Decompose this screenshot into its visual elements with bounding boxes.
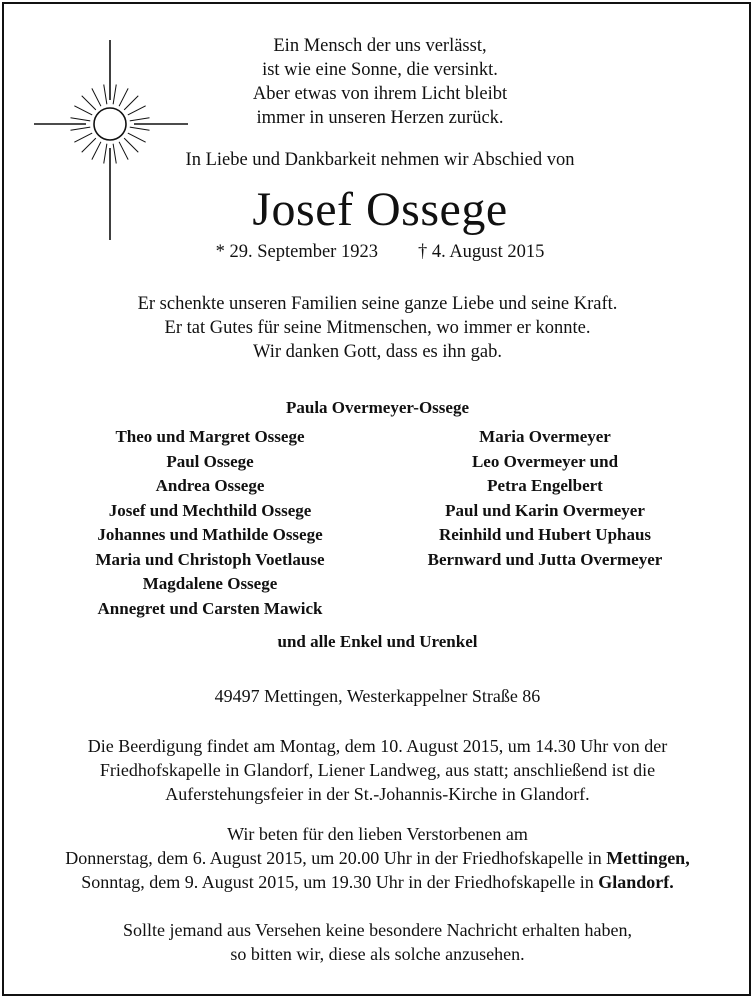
deceased-name: Josef Ossege	[252, 183, 508, 236]
mourner: Petra Engelbert	[487, 476, 603, 495]
widow-name: Paula Overmeyer-Ossege	[286, 398, 469, 417]
sun-ray	[128, 133, 146, 142]
poem-line: Ein Mensch der uns verlässt,	[273, 36, 487, 56]
funeral-line: Friedhofskapelle in Glandorf, Liener Landweg, aus statt; anschließend ist die	[99, 760, 656, 780]
poem-line: ist wie eine Sonne, die versinkt.	[262, 60, 498, 80]
sun-ray	[113, 84, 116, 104]
prayer-line-1-text: Donnerstag, dem 6. August 2015, um 20.00 Uhr in der Friedhofskapelle in	[65, 848, 607, 868]
sun-ray	[104, 84, 107, 104]
grandchildren-line: und alle Enkel und Urenkel	[277, 632, 478, 651]
closing-notice	[0, 918, 755, 966]
sun-ray	[92, 88, 101, 106]
tribute	[0, 292, 755, 364]
prayer-line-1-place: Mettingen,	[606, 848, 690, 868]
mourner: Paul und Karin Overmeyer	[445, 500, 645, 520]
mourner: Maria und Christoph Voetlause	[95, 549, 325, 569]
funeral-line: Auferstehungsfeier in der St.-Johannis-Kirche in Glandorf.	[165, 784, 590, 804]
death-date: † 4. August 2015	[417, 242, 545, 262]
poem-line: Aber etwas von ihrem Licht bleibt	[252, 84, 508, 104]
mourner: Bernward und Jutta Overmeyer	[427, 549, 663, 569]
notice-line: so bitten wir, diese als solche anzusehen.	[230, 944, 525, 964]
life-dates	[130, 240, 630, 264]
prayer-line-2-text: Sonntag, dem 9. August 2015, um 19.30 Uhr in der Friedhofskapelle in	[81, 872, 599, 892]
mourner: Theo und Margret Ossege	[115, 427, 305, 446]
prayer-line-1	[0, 846, 755, 870]
sun-ray	[74, 106, 92, 115]
funeral-details	[0, 734, 755, 806]
sun-ray	[104, 144, 107, 164]
prayer-intro: Wir beten für den lieben Verstorbenen am	[227, 824, 528, 844]
farewell-intro: In Liebe und Dankbarkeit nehmen wir Abschied von	[185, 150, 575, 170]
sun-ray	[70, 118, 90, 121]
funeral-line: Die Beerdigung findet am Montag, dem 10. August 2015, um 14.30 Uhr von der	[87, 736, 668, 756]
sun-ray	[74, 133, 92, 142]
tribute-line: Wir danken Gott, dass es ihn gab.	[253, 342, 502, 362]
prayer-line-2	[0, 870, 755, 894]
mourner: Josef und Mechthild Ossege	[108, 500, 312, 520]
sun-ray	[82, 96, 96, 110]
sun-ray	[82, 138, 96, 152]
mourners-right-column	[378, 425, 712, 572]
tribute-line: Er schenkte unseren Familien seine ganze Liebe und seine Kraft.	[137, 294, 618, 314]
sun-ray	[119, 142, 128, 160]
prayer-line-2-place: Glandorf.	[598, 872, 674, 892]
mourner: Reinhild und Hubert Uphaus	[438, 525, 652, 544]
address: 49497 Mettingen, Westerkappelner Straße 86	[214, 686, 541, 706]
mourners-left-column	[40, 425, 380, 621]
sun-ray	[92, 142, 101, 160]
birth-date: * 29. September 1923	[215, 242, 378, 262]
sun-ray	[70, 127, 90, 130]
poem	[130, 34, 630, 130]
mourner: Maria Overmeyer	[479, 427, 611, 446]
notice-line: Sollte jemand aus Versehen keine besondere Nachricht erhalten haben,	[123, 920, 632, 940]
prayer-details	[0, 822, 755, 894]
mourner: Johannes und Mathilde Ossege	[97, 525, 323, 544]
mourner: Paul Ossege	[166, 451, 254, 471]
mourner: Leo Overmeyer und	[471, 451, 619, 471]
mourner: Magdalene Ossege	[142, 574, 278, 593]
tribute-line: Er tat Gutes für seine Mitmenschen, wo immer er konnte.	[164, 318, 591, 338]
poem-line: immer in unseren Herzen zurück.	[256, 108, 504, 128]
sun-ray	[119, 88, 128, 106]
sun-ray	[113, 144, 116, 164]
mourner: Andrea Ossege	[155, 476, 265, 495]
mourner: Annegret und Carsten Mawick	[97, 598, 323, 618]
